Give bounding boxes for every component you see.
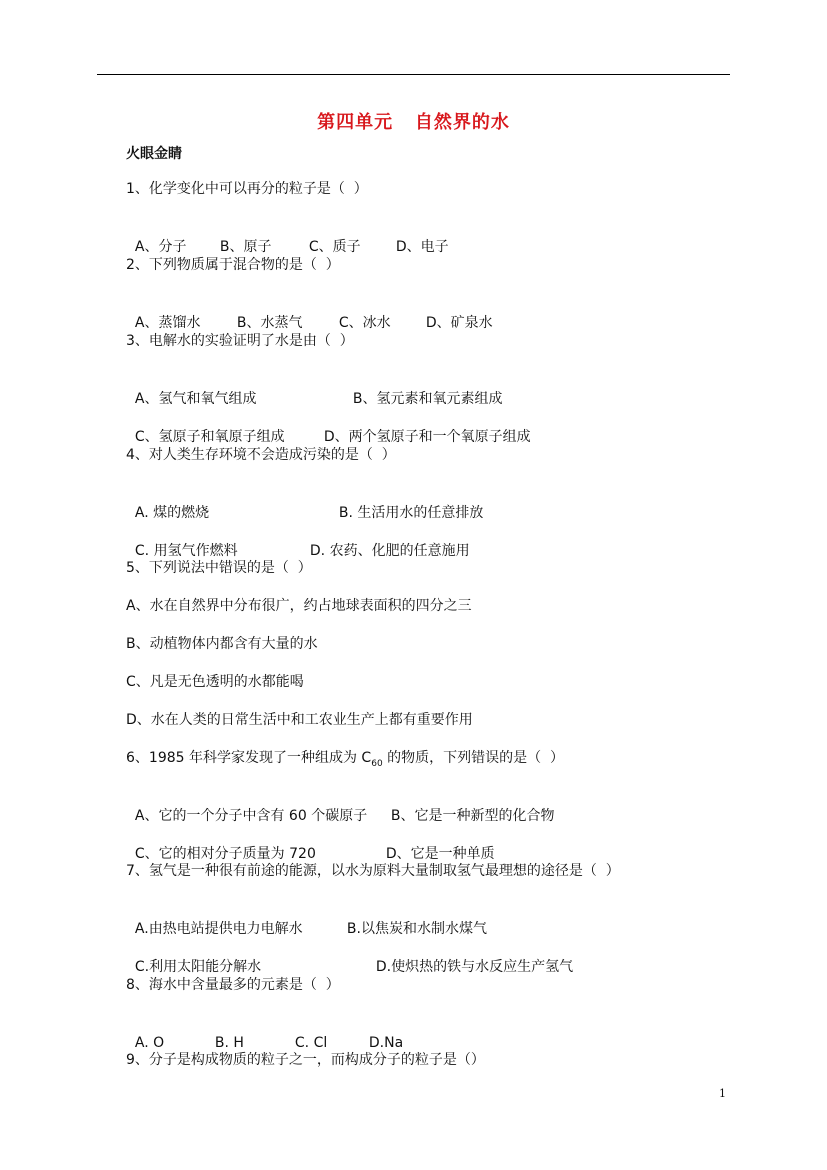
question-3: 3、电解水的实验证明了水是由（ ） [126,333,354,349]
q4-option-b: B. 生活用水的任意排放 [338,505,484,521]
page-title: 第四单元 自然界的水 [317,112,510,133]
question-3-options-row1 [126,369,503,409]
q4-option-d: D. 农药、化肥的任意施用 [309,543,470,559]
q5-option-d: D、水在人类的日常生活中和工农业生产上都有重要作用 [126,712,473,728]
q1-option-d: D、电子 [395,239,449,255]
q6-subscript: 60 [371,758,383,769]
question-4: 4、对人类生存环境不会造成污染的是（ ） [126,447,396,463]
q3-option-c: C、氢原子和氧原子组成 [134,429,285,445]
q7-option-b: B.以焦炭和水制水煤气 [346,921,487,937]
q1-option-b: B、原子 [219,239,272,255]
question-5: 5、下列说法中错误的是（ ） [126,560,312,576]
q7-option-a: A.由热电站提供电力电解水 [134,921,303,937]
question-1: 1、化学变化中可以再分的粒子是（ ） [126,181,368,197]
q3-option-d: D、两个氢原子和一个氧原子组成 [323,429,531,445]
question-7-options-row1 [126,899,487,939]
question-7-options-row2 [126,937,573,977]
section-heading: 火眼金睛 [126,146,182,162]
q6-option-a: A、它的一个分子中含有 60 个碳原子 [134,808,368,824]
header-rule [97,74,730,75]
question-4-options-row2 [126,521,470,561]
question-9: 9、分子是构成物质的粒子之一，而构成分子的粒子是（） [126,1052,485,1068]
question-3-options-row2 [126,407,531,447]
q8-option-b: B. H [214,1035,244,1051]
q8-option-c: C. Cl [294,1035,328,1051]
question-7: 7、氢气是一种很有前途的能源，以水为原料大量制取氢气最理想的途径是（ ） [126,863,620,879]
q2-option-a: A、蒸馏水 [134,315,201,331]
page-number: 1 [719,1087,726,1100]
q6-option-c: C、它的相对分子质量为 720 [134,846,316,862]
q6-option-b: B、它是一种新型的化合物 [390,808,555,824]
q6-text-post: 的物质，下列错误的是（ ） [382,750,565,766]
question-2: 2、下列物质属于混合物的是（ ） [126,257,340,273]
question-2-options [126,293,493,333]
question-8-options [126,1013,403,1053]
q3-option-b: B、氢元素和氧元素组成 [352,391,503,407]
q2-option-d: D、矿泉水 [425,315,493,331]
q2-option-c: C、冰水 [338,315,391,331]
question-1-options [126,217,449,257]
q5-option-c: C、凡是无色透明的水都能喝 [126,674,304,690]
q5-option-b: B、动植物体内都含有大量的水 [126,636,318,652]
q8-option-d: D.Na [368,1035,404,1051]
q6-option-d: D、它是一种单质 [385,846,495,862]
q4-option-c: C. 用氢气作燃料 [134,543,238,559]
q1-option-a: A、分子 [134,239,187,255]
q7-option-d: D.使炽热的铁与水反应生产氢气 [375,959,574,975]
q6-text-pre: 6、1985 年科学家发现了一种组成为 C [126,750,372,766]
question-4-options-row1 [126,483,483,523]
question-6 [126,748,564,774]
q5-option-a: A、水在自然界中分布很广，约占地球表面积的四分之三 [126,598,472,614]
question-6-options-row2 [126,824,495,864]
q1-option-c: C、质子 [308,239,361,255]
question-6-options-row1 [126,786,555,826]
q4-option-a: A. 煤的燃烧 [134,505,210,521]
q7-option-c: C.利用太阳能分解水 [134,959,262,975]
q2-option-b: B、水蒸气 [236,315,303,331]
q3-option-a: A、氢气和氧气组成 [134,391,257,407]
q8-option-a: A. O [134,1035,165,1051]
question-8: 8、海水中含量最多的元素是（ ） [126,977,340,993]
